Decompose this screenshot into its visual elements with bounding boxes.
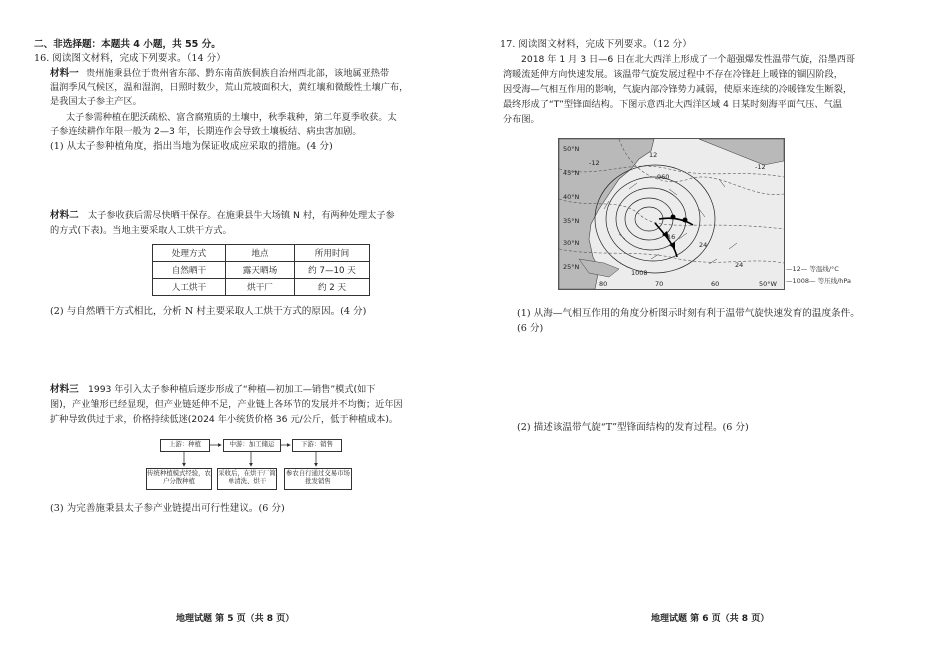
material-1-line: 是我国太子参主产区。 (50, 96, 142, 107)
section-title: 二、非选择题：本题共 4 小题，共 55 分。 (34, 39, 221, 50)
question-16-3: (3) 为完善施秉县太子参产业链提出可行性建议。(6 分) (50, 503, 285, 514)
q17-material-line: 最终形成了“T”型锋面结构。下图示意西北大西洋区域 4 日某时刻海平面气压、气温 (503, 99, 842, 110)
isotherm-label: 16 (667, 233, 676, 241)
material-3-line: 1993 年引入太子参种植后逐步形成了“种植—初加工—销售”模式(如下 (88, 384, 376, 395)
table-header: 处理方式 (153, 245, 226, 262)
table-cell: 人工烘干 (153, 279, 226, 296)
question-17-2: (2) 描述该温带气旋“T”型锋面结构的发育过程。(6 分) (517, 422, 749, 433)
table-header: 所用时间 (295, 245, 370, 262)
material-2-line: 的方式(下表)。当地主要采取人工烘干方式。 (50, 225, 232, 236)
lon-label: 70 (655, 280, 664, 288)
weather-map (558, 138, 785, 290)
material-2-line: 太子参收获后需尽快晒干保存。在施秉县牛大场镇 N 村，有两种处理太子参 (88, 210, 395, 221)
flow-upstream-detail: 传统种植模式经验，农户分散种植 (146, 468, 212, 490)
isotherm-label: 24 (735, 261, 744, 269)
page-footer: 地理试题 第 5 页（共 8 页） (176, 614, 295, 624)
page-footer: 地理试题 第 6 页（共 8 页） (651, 614, 770, 624)
lat-label: 30°N (563, 239, 580, 247)
q17-material-line: 因受海—气相互作用的影响，气旋内部冷锋势力减弱，使原来连续的冷暖锋发生断裂， (503, 84, 853, 95)
question-16-intro: 16. 阅读图文材料，完成下列要求。（14 分） (34, 53, 226, 64)
table-cell: 烘干厂 (226, 279, 295, 296)
question-16-2: (2) 与自然晒干方式相比，分析 N 村主要采取人工烘干方式的原因。(4 分) (50, 306, 367, 317)
legend-isobar: —1008— 等压线/hPa (786, 277, 852, 285)
flow-downstream-detail: 参农自行通过交易市场批发销售 (284, 468, 352, 490)
weather-map-graphic (559, 139, 784, 289)
isotherm-label: -12 (755, 163, 766, 171)
isobar-label: 960 (657, 173, 670, 181)
right-page (475, 0, 950, 659)
flow-downstream: 下游：销售 (292, 439, 342, 452)
lat-label: 40°N (563, 193, 580, 201)
lat-label: 45°N (563, 169, 580, 177)
material-1-line: 温润季风气候区，温和湿润，日照时数少，荒山荒坡面积大，黄红壤和微酸性土壤广布， (50, 82, 409, 93)
lon-label: 50°W (759, 280, 777, 288)
isotherm-label: -12 (589, 159, 600, 167)
table-cell: 约 7—10 天 (295, 262, 370, 279)
table-cell: 露天晒场 (226, 262, 295, 279)
lat-label: 50°N (563, 145, 580, 153)
lon-label: 60 (711, 280, 720, 288)
material-1-line: 子参连续耕作年限一般为 2—3 年，长期连作会导致土壤板结、病虫害加剧。 (50, 126, 362, 137)
q17-material-line: 分布图。 (503, 114, 540, 125)
flow-midstream-detail: 采收后，在烘干厂简单清洗、烘干 (217, 468, 277, 490)
legend-isotherm: —12— 等温线/°C (786, 265, 839, 273)
question-17-1: (1) 从海—气相互作用的角度分析图示时刻有利于温带气旋快速发育的温度条件。 (517, 308, 860, 319)
isotherm-label: 12 (649, 151, 658, 159)
material-1-line: 贵州施秉县位于贵州省东部、黔东南苗族侗族自治州西北部，该地属亚热带 (86, 68, 390, 79)
table-header: 地点 (226, 245, 295, 262)
lon-label: 80 (599, 280, 608, 288)
lat-label: 35°N (563, 217, 580, 225)
question-16-1: (1) 从太子参种植角度，指出当地为保证收成应采取的措施。(4 分) (50, 141, 333, 152)
lat-label: 25°N (563, 263, 580, 271)
q17-material-line: 2018 年 1 月 3 日—6 日在北大西洋上形成了一个超强爆发性温带气旋，沿墨西哥 (521, 54, 856, 65)
question-17-intro: 17. 阅读图文材料，完成下列要求。（12 分） (500, 39, 692, 50)
material-1-line: 太子参需种植在肥沃疏松、富含腐殖质的土壤中，秋季栽种，第二年夏季收获。太 (66, 112, 397, 123)
material-3-label: 材料三 (50, 384, 79, 395)
material-2-label: 材料二 (50, 210, 79, 221)
isotherm-label: 24 (699, 241, 708, 249)
flow-upstream: 上游：种植 (160, 439, 210, 452)
material-3-line: 图)，产业雏形已经显现，但产业链延伸不足，产业链上各环节的发展并不均衡；近年因 (50, 399, 403, 410)
question-17-1-score: (6 分) (517, 323, 544, 334)
table-cell: 约 2 天 (295, 279, 370, 296)
flow-midstream: 中游：加工储运 (223, 439, 281, 452)
q17-material-line: 湾暖流延伸方向快速发展。该温带气旋发展过程中不存在冷锋赶上暖锋的锢囚阶段， (503, 69, 843, 80)
table-cell: 自然晒干 (153, 262, 226, 279)
material-3-line: 扩种导致供过于求，价格持续低迷(2024 年小统货价格 36 元/公斤，低于种植成本)。 (50, 414, 399, 425)
isobar-label: 1008 (631, 269, 648, 277)
material-1-label: 材料一 (50, 68, 79, 79)
